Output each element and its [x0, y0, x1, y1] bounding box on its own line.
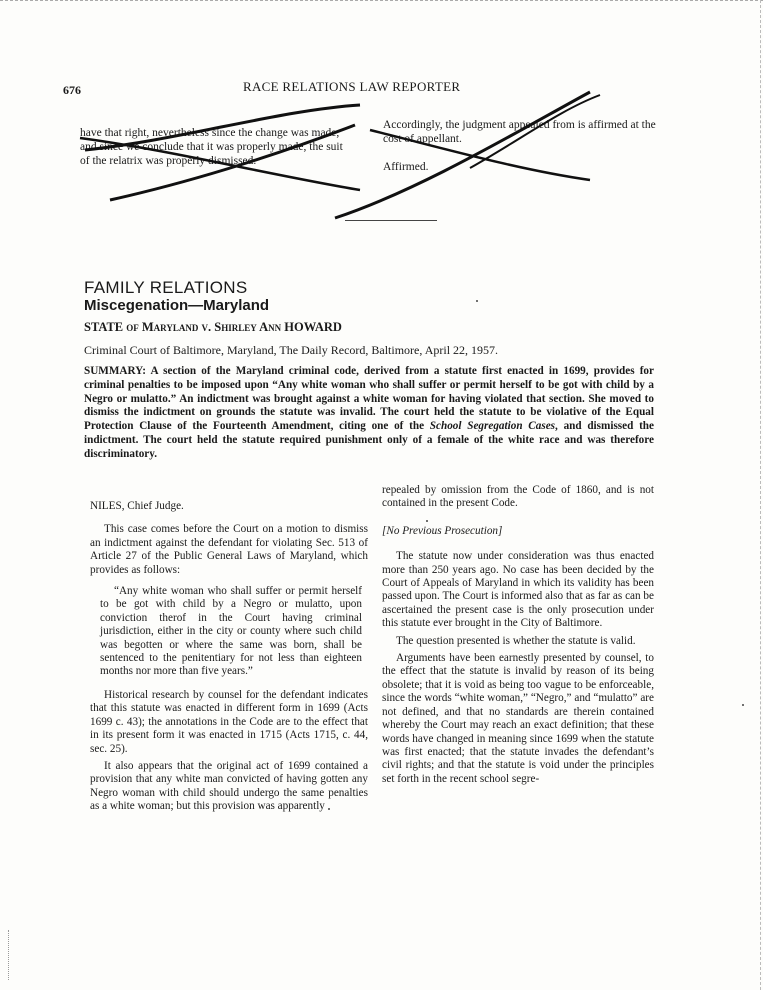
right-paragraph-3: The question presented is whether the statute is valid. — [396, 634, 636, 647]
summary-label: SUMMARY: — [84, 365, 146, 377]
section-subtitle: Miscegenation—Maryland — [84, 297, 270, 314]
speck — [476, 300, 478, 302]
running-title: RACE RELATIONS LAW REPORTER — [243, 79, 461, 94]
section-divider — [345, 220, 437, 221]
summary — [84, 365, 654, 462]
speck — [426, 520, 428, 522]
speck — [742, 704, 744, 706]
right-paragraph-1: repealed by omission from the Code of 1860, and is not contained in the present Code. — [382, 484, 654, 510]
section-title: FAMILY RELATIONS — [84, 278, 248, 297]
previous-case-left-text: have that right, nevertheless since the change was made, and since we conclude that it was properly made, the suit of the relatrix was properly dismissed. — [80, 127, 343, 167]
subheading-no-previous-prosecution: [No Previous Prosecution] — [382, 524, 503, 537]
strike-left-2 — [110, 125, 355, 200]
left-paragraph-3: It also appears that the original act of 1699 contained a provision that any white man convicted of having gotten any Negro woman with child should undergo the same penalties as a white woman; but this provision was apparently — [90, 759, 368, 813]
scan-margin-artifact — [8, 930, 19, 980]
strike-right-3 — [470, 95, 600, 168]
court-line: Criminal Court of Baltimore, Maryland, The Daily Record, Baltimore, April 22, 1957. — [84, 343, 499, 357]
judge-name: NILES, Chief Judge. — [90, 500, 184, 512]
page-number: 676 — [63, 83, 81, 97]
strike-right-1 — [335, 92, 590, 218]
right-column — [382, 484, 654, 790]
strike-right-2 — [370, 130, 590, 180]
speck — [328, 808, 330, 810]
summary-body-2: , and dismissed the indictment. The court held the statute required punishment only of a female of the white race and was therefore discriminatory. — [84, 420, 654, 460]
summary-body-1: A section of the Maryland criminal code, derived from a statute first enacted in 1699, provides for criminal penalties to be imposed upon “Any white woman who shall suffer or permit herself to be got with child by a Negro or mulatto.” An indictment was brought against a white woman for having violated that section. She moved to dismiss the indictment on grounds the statute was invalid. The court held the statute to be violative of the Equal Protection Clause of the Fourteenth Amendment, citing one of the — [84, 365, 654, 433]
summary-italic-citation: School Segregation Cases — [429, 420, 556, 433]
statute-quote: “Any white woman who shall suffer or permit herself to be got with child by a Negro or mulatto, upon conviction therof in the Court having criminal jurisdiction, either in the city or county where such child was begotten or where the same was born, shall be sentenced to the penitentiary for not less than eighteen months nor more than five years.” — [100, 585, 362, 678]
left-column — [90, 500, 368, 818]
left-paragraph-2: Historical research by counsel for the defendant indicates that this statute was enacted in different form in 1699 (Acts 1699 c. 43); the annotations in the Code are to the effect that in its present form it was enacted in 1715 (Acts 1715, c. 44, sec. 25). — [90, 688, 368, 755]
strike-left-1 — [85, 105, 360, 150]
previous-case-affirmed: Affirmed. — [383, 161, 429, 173]
left-paragraph-1: This case comes before the Court on a motion to dismiss an indictment against the defendant for violating Sec. 513 of Article 27 of the Public General Laws of Maryland, which provides as follows: — [90, 523, 368, 576]
strike-through-marks — [0, 0, 763, 300]
right-paragraph-2: The statute now under consideration was thus enacted more than 250 years ago. No case has been decided by the Court of Appeals of Maryland in which its validity has been passed upon. The Court is informed also that as far as can be ascertained the present case is the only prosecution under this statute ever brought in the City of Baltimore. — [382, 550, 654, 630]
previous-case-right-text: Accordingly, the judgment appealed from is affirmed at the cost of appellant. — [383, 119, 656, 145]
case-caption: STATE of Maryland v. Shirley Ann HOWARD — [84, 320, 342, 334]
right-paragraph-4: Arguments have been earnestly presented by counsel, to the effect that the statute is invalid by reason of its being obsolete; that it is void as being too vague to be enforceable, since the words “white woman,” “Negro,” and “mulatto” are not defined, and that no standards are therein contained whereby the Court may reach an exact definition; that these words have changed in meaning since 1699 when the statute was first enacted; that the statute invades the defendant’s civil rights; and that the statute is void under the principles set forth in the recent school segre- — [382, 652, 654, 785]
